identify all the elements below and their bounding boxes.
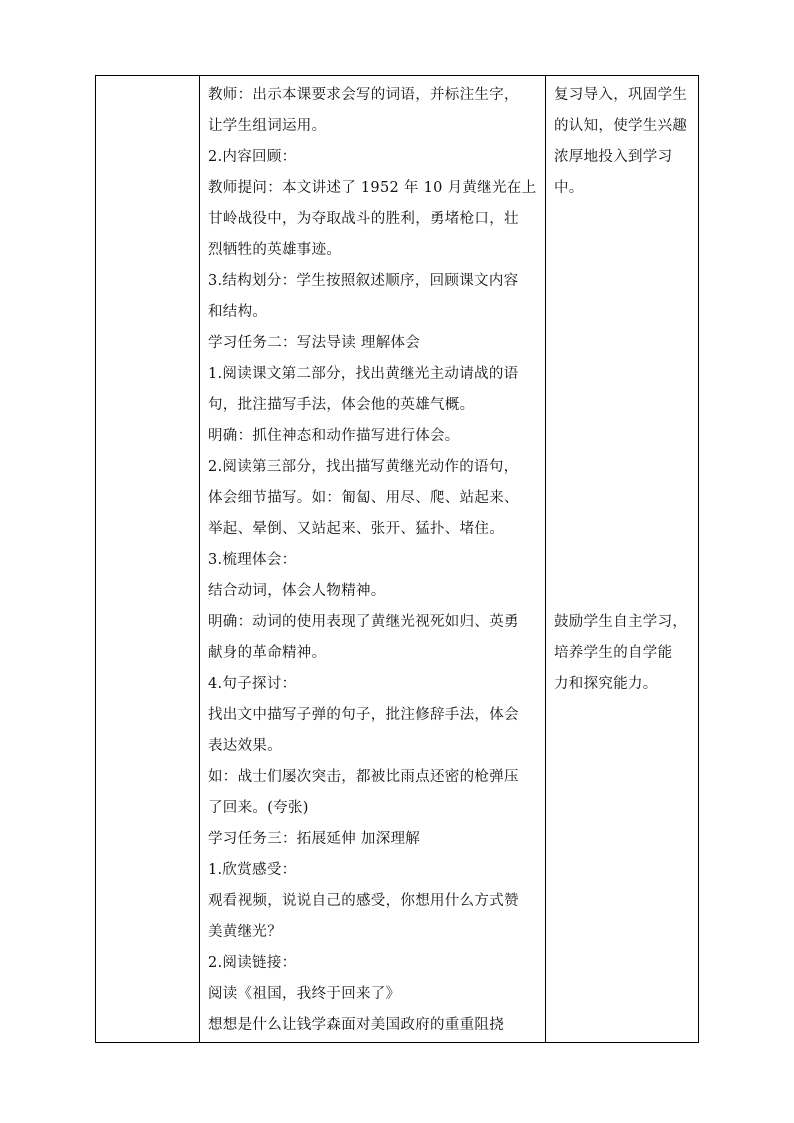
- text-line: 让学生组词运用。: [208, 118, 327, 134]
- text-line: 烈牺牲的英雄事迹。: [208, 242, 342, 258]
- text-line: 1.阅读课文第二部分，找出黄继光主动请战的语: [208, 366, 519, 382]
- text-line: 2.阅读链接：: [208, 955, 297, 971]
- text-line: 结合动词，体会人物精神。: [208, 583, 386, 599]
- text-line: 明确：动词的使用表现了黄继光视死如归、英勇: [208, 614, 519, 630]
- design-intent-review: [554, 80, 687, 204]
- text-line: 复习导入，巩固学生: [554, 87, 688, 103]
- text-line: 献身的革命精神。: [208, 645, 327, 661]
- task-heading: 学习任务三：拓展延伸 加深理解: [208, 831, 421, 847]
- text-line: 如：战士们屡次突击，都被比雨点还密的枪弹压: [208, 769, 519, 785]
- teaching-process-cell: [200, 76, 546, 1042]
- text-line: 中。: [554, 180, 584, 196]
- text-line: 教师：出示本课要求会写的词语，并标注生字，: [208, 87, 519, 103]
- text-line: 了回来。(夸张): [208, 800, 309, 816]
- text-line: 找出文中描写子弹的句子，批注修辞手法，体会: [208, 707, 519, 723]
- text-line: 3.结构划分：学生按照叙述顺序，回顾课文内容: [208, 273, 519, 289]
- text-line: 3.梳理体会：: [208, 552, 297, 568]
- text-line: 鼓励学生自主学习，: [554, 614, 688, 630]
- text-line: 观看视频，说说自己的感受，你想用什么方式赞: [208, 893, 519, 909]
- text-line: 甘岭战役中，为夺取战斗的胜利，勇堵枪口，壮: [208, 211, 519, 227]
- text-line: 体会细节描写。如：匍匐、用尽、爬、站起来、: [208, 490, 519, 506]
- text-line: 举起、晕倒、又站起来、张开、猛扑、堵住。: [208, 521, 504, 537]
- text-line: 浓厚地投入到学习: [554, 149, 673, 165]
- task-heading: 学习任务二：写法导读 理解体会: [208, 335, 421, 351]
- text-line: 的认知，使学生兴趣: [554, 118, 688, 134]
- text-line: 4.句子探讨：: [208, 676, 297, 692]
- text-line: 2.内容回顾：: [208, 149, 297, 165]
- text-line: 表达效果。: [208, 738, 282, 754]
- text-line: 句，批注描写手法，体会他的英雄气概。: [208, 397, 475, 413]
- text-line: 培养学生的自学能: [554, 645, 673, 661]
- text-line: 力和探究能力。: [554, 676, 658, 692]
- design-intent-cell: [546, 76, 698, 1042]
- design-intent-self-study: [554, 607, 687, 700]
- text-line: 2.阅读第三部分，找出描写黄继光动作的语句，: [208, 459, 519, 475]
- text-line: 阅读《祖国，我终于回来了》: [208, 986, 401, 1002]
- text-line: 美黄继光？: [208, 924, 282, 940]
- text-line: 想想是什么让钱学森面对美国政府的重重阻挠: [208, 1017, 504, 1033]
- text-line: 1.欣赏感受：: [208, 862, 297, 878]
- text-line: 和结构。: [208, 304, 268, 320]
- lesson-plan-table: [95, 75, 699, 1043]
- text-line: 教师提问：本文讲述了 1952 年 10 月黄继光在上: [208, 180, 537, 196]
- left-column-cell: [96, 76, 200, 1042]
- text-line: 明确：抓住神态和动作描写进行体会。: [208, 428, 460, 444]
